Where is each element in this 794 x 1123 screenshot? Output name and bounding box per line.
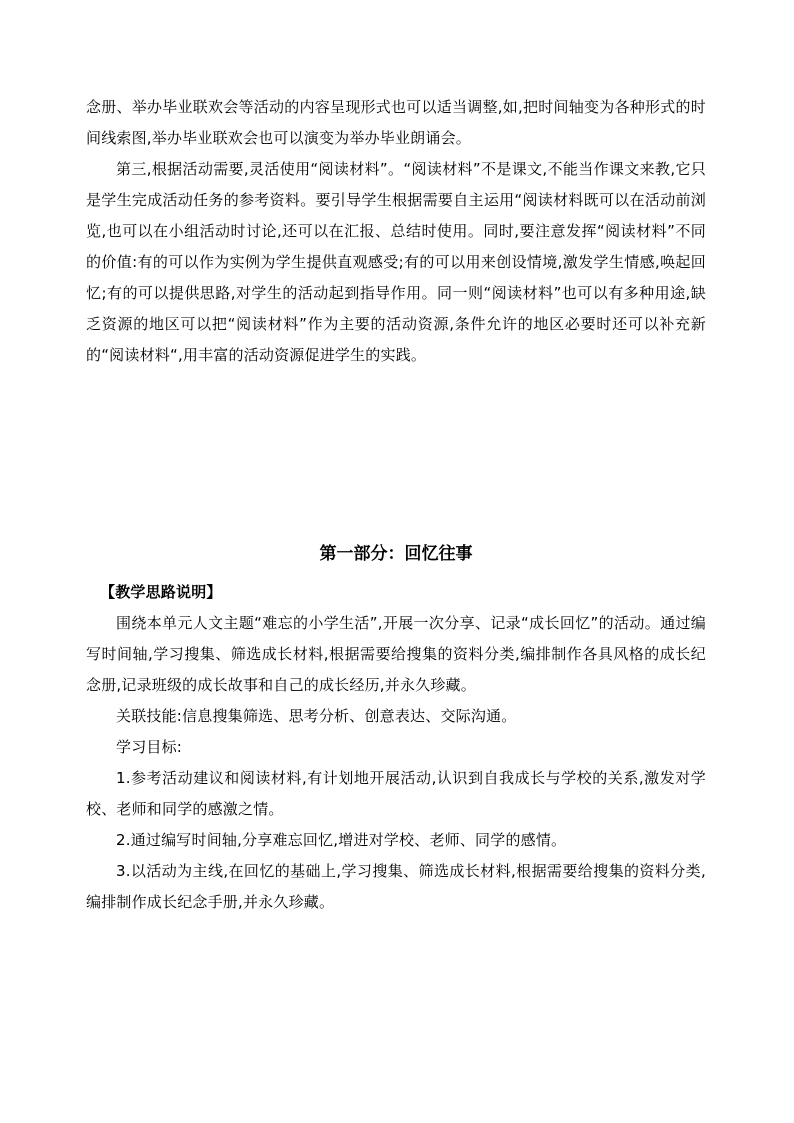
intro-paragraph-2: 第三,根据活动需要,灵活使用“阅读材料”。“阅读材料”不是课文,不能当作课文来教,它只是学生完成活动任务的参考资料。要引导学生根据需要自主运用“阅读材料既可以在活动前浏览,也可以在小组活动时讨论,还可以在汇报、总结时使用。同时,要注意发挥“阅读材料”不同的价值:有的可以作为实例为学生提供直观感受;有的可以用来创设情境,激发学生情感,唤起回忆;有的可以提供思路,对学生的活动起到指导作用。同一则“阅读材料”也可以有多种用途,缺乏资源的地区可以把“阅读材料”作为主要的活动资源,条件允许的地区必要时还可以补充新的“阅读材料“,用丰富的活动资源促进学生的实践。 <box>86 160 706 364</box>
section-subheading: 【教学思路说明】 <box>100 583 222 601</box>
goals-label: 学习目标: <box>116 738 183 756</box>
goal-item-3: 3.以活动为主线,在回忆的基础上,学习搜集、筛选成长材料,根据需要给搜集的资料分类,编排制作成长纪念手册,并永久珍藏。 <box>86 862 706 911</box>
intro-section <box>86 92 706 371</box>
goal-item-2: 2.通过编写时间轴,分享难忘回忆,增进对学校、老师、同学的感情。 <box>116 831 567 849</box>
section-title: 第一部分：回忆往事 <box>319 544 473 564</box>
section-body <box>86 577 706 918</box>
section-paragraph-1: 围绕本单元人文主题“难忘的小学生活”,开展一次分享、记录“成长回忆”的活动。通过编写时间轴,学习搜集、筛选成长材料,根据需要给搜集的资料分类,编排制作各具风格的成长纪念册,记录班级的成长故事和自己的成长经历,并永久珍藏。 <box>86 614 706 694</box>
intro-paragraph-1: 念册、举办毕业联欢会等活动的内容呈现形式也可以适当调整,如,把时间轴变为各种形式的时间线索图,举办毕业联欢会也可以演变为举办毕业朗诵会。 <box>86 98 706 147</box>
goal-item-1: 1.参考活动建议和阅读材料,有计划地开展活动,认识到自我成长与学校的关系,激发对学校、老师和同学的感激之情。 <box>86 769 706 818</box>
skills-paragraph: 关联技能:信息搜集筛选、思考分析、创意表达、交际沟通。 <box>116 707 517 725</box>
